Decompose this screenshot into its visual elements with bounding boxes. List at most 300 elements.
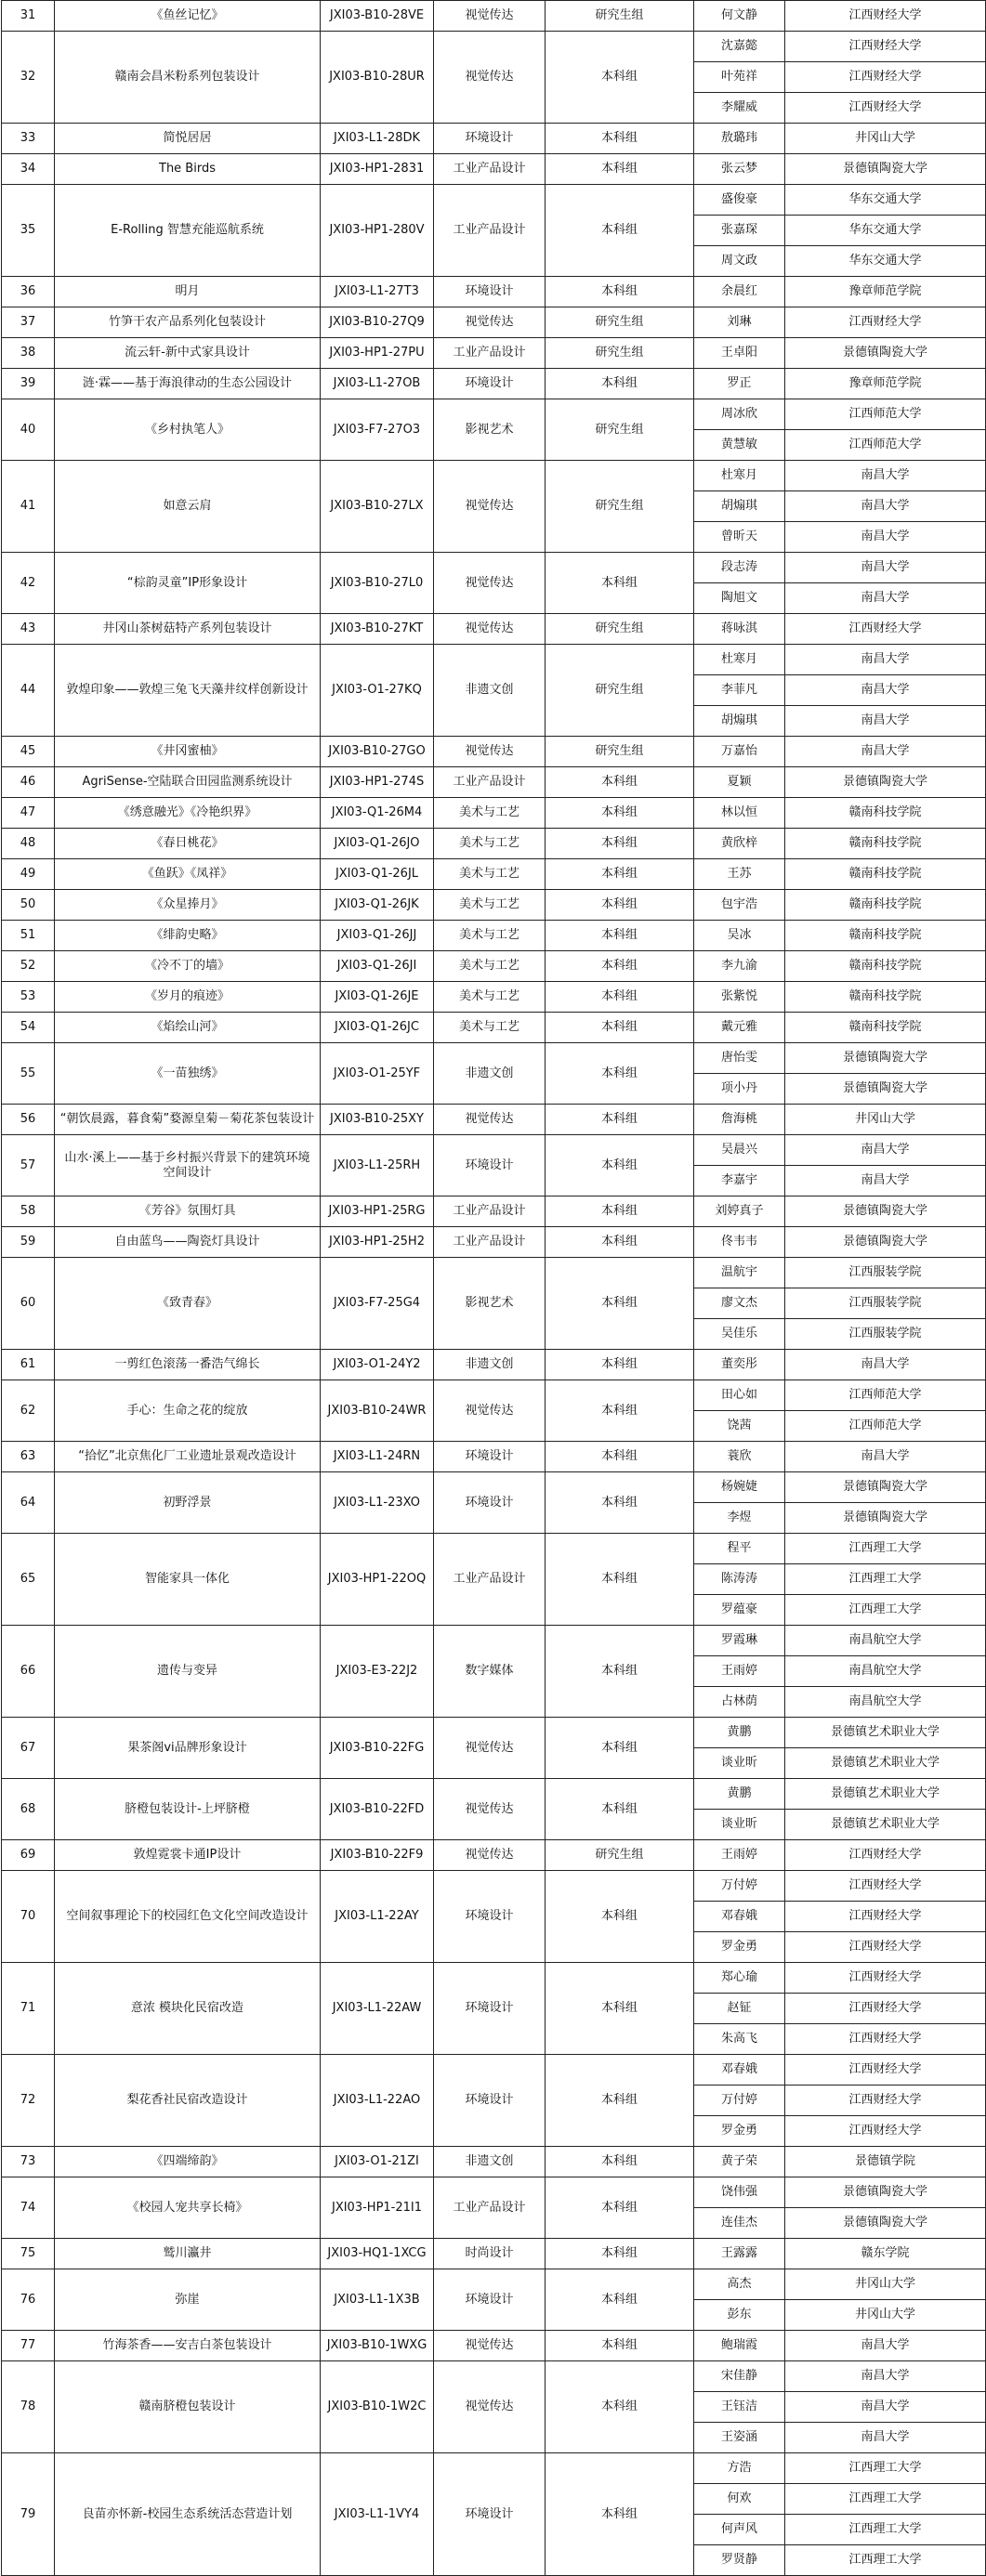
project-title-cell: 良苗亦怀新-校园生态系统活态营造计划 (55, 2453, 321, 2576)
project-code-cell: JXI03-Q1-26M4 (321, 798, 434, 829)
category-cell: 工业产品设计 (434, 154, 546, 185)
school-cell: 江西理工大学 (785, 2453, 986, 2484)
school-cell: 南昌大学 (785, 2331, 986, 2361)
school-cell: 景德镇陶瓷大学 (785, 2208, 986, 2239)
group-cell: 本科组 (546, 767, 694, 798)
member-name-cell: 赵钲 (694, 1994, 785, 2024)
project-title-cell: 《致青春》 (55, 1258, 321, 1350)
member-name-cell: 戴元雅 (694, 1013, 785, 1043)
category-cell: 环境设计 (434, 124, 546, 154)
member-name-cell: 何声风 (694, 2515, 785, 2545)
school-cell: 南昌大学 (785, 1135, 986, 1166)
project-code-cell: JXI03-B10-27KT (321, 614, 434, 645)
school-cell: 景德镇陶瓷大学 (785, 338, 986, 369)
project-title-cell: 竹笋干农产品系列化包装设计 (55, 307, 321, 338)
member-name-cell: 陈涛涛 (694, 1564, 785, 1595)
table-row (2, 124, 986, 154)
category-cell: 工业产品设计 (434, 1227, 546, 1258)
category-cell: 视觉传达 (434, 32, 546, 124)
school-cell: 赣南科技学院 (785, 1013, 986, 1043)
member-name-cell: 胡煽琪 (694, 706, 785, 737)
category-cell: 视觉传达 (434, 307, 546, 338)
project-code-cell: JXI03-Q1-26JI (321, 951, 434, 982)
member-name-cell: 余晨红 (694, 277, 785, 307)
category-cell: 美术与工艺 (434, 921, 546, 951)
category-cell: 美术与工艺 (434, 982, 546, 1013)
project-title-cell: 井冈山茶树菇特产系列包装设计 (55, 614, 321, 645)
school-cell: 赣南科技学院 (785, 798, 986, 829)
school-cell: 赣南科技学院 (785, 951, 986, 982)
project-title-cell: 自由蓝鸟——陶瓷灯具设计 (55, 1227, 321, 1258)
project-title-cell: 梨花香社民宿改造设计 (55, 2055, 321, 2147)
project-code-cell: JXI03-B10-27GO (321, 737, 434, 767)
table-row (2, 890, 986, 921)
school-cell: 江西财经大学 (785, 2116, 986, 2147)
table-row (2, 1013, 986, 1043)
project-code-cell: JXI03-L1-22AO (321, 2055, 434, 2147)
project-title-cell: 赣南脐橙包装设计 (55, 2361, 321, 2453)
project-title-cell: 《春日桃花》 (55, 829, 321, 859)
category-cell: 美术与工艺 (434, 1013, 546, 1043)
table-row (2, 2239, 986, 2269)
group-cell: 研究生组 (546, 645, 694, 737)
project-title-cell: 涟·霖——基于海浪律动的生态公园设计 (55, 369, 321, 399)
member-name-cell: 李耀威 (694, 93, 785, 124)
category-cell: 工业产品设计 (434, 1534, 546, 1626)
row-number-cell: 62 (2, 1380, 55, 1442)
member-name-cell: 占林荫 (694, 1687, 785, 1718)
project-code-cell: JXI03-F7-25G4 (321, 1258, 434, 1350)
school-cell: 江西财经大学 (785, 1871, 986, 1902)
table-row (2, 1227, 986, 1258)
category-cell: 美术与工艺 (434, 859, 546, 890)
category-cell: 视觉传达 (434, 1, 546, 32)
group-cell: 本科组 (546, 1043, 694, 1105)
school-cell: 江西理工大学 (785, 2545, 986, 2576)
project-title-cell: 空间叙事理论下的校园红色文化空间改造设计 (55, 1871, 321, 1963)
school-cell: 赣南科技学院 (785, 982, 986, 1013)
group-cell: 本科组 (546, 2239, 694, 2269)
row-number-cell: 48 (2, 829, 55, 859)
table-row (2, 1626, 986, 1656)
table-row (2, 1380, 986, 1411)
member-name-cell: 宋佳静 (694, 2361, 785, 2392)
project-code-cell: JXI03-B10-22FG (321, 1718, 434, 1779)
category-cell: 工业产品设计 (434, 338, 546, 369)
table-row (2, 1472, 986, 1503)
member-name-cell: 董奕彤 (694, 1350, 785, 1380)
member-name-cell: 佟韦韦 (694, 1227, 785, 1258)
table-row (2, 154, 986, 185)
school-cell: 华东交通大学 (785, 185, 986, 216)
project-code-cell: JXI03-Q1-26JE (321, 982, 434, 1013)
category-cell: 美术与工艺 (434, 798, 546, 829)
table-row (2, 2177, 986, 2208)
table-row (2, 307, 986, 338)
category-cell: 工业产品设计 (434, 185, 546, 277)
category-cell: 数字媒体 (434, 1626, 546, 1718)
row-number-cell: 69 (2, 1840, 55, 1871)
results-table (1, 0, 986, 2576)
category-cell: 美术与工艺 (434, 951, 546, 982)
school-cell: 赣南科技学院 (785, 890, 986, 921)
member-name-cell: 谈业昕 (694, 1810, 785, 1840)
project-title-cell: 脐橙包装设计-上坪脐橙 (55, 1779, 321, 1840)
member-name-cell: 王雨婷 (694, 1840, 785, 1871)
school-cell: 景德镇陶瓷大学 (785, 767, 986, 798)
member-name-cell: 饶伟强 (694, 2177, 785, 2208)
row-number-cell: 38 (2, 338, 55, 369)
category-cell: 视觉传达 (434, 1105, 546, 1135)
row-number-cell: 41 (2, 461, 55, 553)
school-cell: 景德镇艺术职业大学 (785, 1718, 986, 1748)
member-name-cell: 黄鹏 (694, 1718, 785, 1748)
member-name-cell: 王苏 (694, 859, 785, 890)
table-row (2, 1043, 986, 1074)
school-cell: 南昌大学 (785, 583, 986, 614)
project-code-cell: JXI03-B10-28VE (321, 1, 434, 32)
member-name-cell: 郑心瑜 (694, 1963, 785, 1994)
row-number-cell: 44 (2, 645, 55, 737)
school-cell: 赣南科技学院 (785, 921, 986, 951)
school-cell: 南昌大学 (785, 1166, 986, 1196)
member-name-cell: 谈业昕 (694, 1748, 785, 1779)
member-name-cell: 詹海桃 (694, 1105, 785, 1135)
school-cell: 江西师范大学 (785, 430, 986, 461)
project-code-cell: JXI03-Q1-26JJ (321, 921, 434, 951)
row-number-cell: 74 (2, 2177, 55, 2239)
school-cell: 豫章师范学院 (785, 369, 986, 399)
table-row (2, 982, 986, 1013)
category-cell: 环境设计 (434, 1442, 546, 1472)
group-cell: 本科组 (546, 859, 694, 890)
project-code-cell: JXI03-HP1-280V (321, 185, 434, 277)
school-cell: 豫章师范学院 (785, 277, 986, 307)
member-name-cell: 杨婉婕 (694, 1472, 785, 1503)
table-row (2, 798, 986, 829)
member-name-cell: 万嘉怡 (694, 737, 785, 767)
table-row (2, 2147, 986, 2177)
member-name-cell: 吴冰 (694, 921, 785, 951)
row-number-cell: 32 (2, 32, 55, 124)
category-cell: 时尚设计 (434, 2239, 546, 2269)
row-number-cell: 61 (2, 1350, 55, 1380)
member-name-cell: 杜寒月 (694, 461, 785, 491)
project-title-cell: 山水·溪上——基于乡村振兴背景下的建筑环境空间设计 (55, 1135, 321, 1196)
school-cell: 南昌大学 (785, 737, 986, 767)
project-title-cell: The Birds (55, 154, 321, 185)
school-cell: 江西财经大学 (785, 307, 986, 338)
project-title-cell: “拾忆”北京焦化厂工业遗址景观改造设计 (55, 1442, 321, 1472)
row-number-cell: 71 (2, 1963, 55, 2055)
school-cell: 江西理工大学 (785, 1564, 986, 1595)
group-cell: 本科组 (546, 369, 694, 399)
project-code-cell: JXI03-B10-25XY (321, 1105, 434, 1135)
school-cell: 井冈山大学 (785, 2300, 986, 2331)
project-title-cell: 明月 (55, 277, 321, 307)
table-row (2, 645, 986, 675)
row-number-cell: 34 (2, 154, 55, 185)
category-cell: 非遗文创 (434, 645, 546, 737)
project-title-cell: 《井冈蜜柚》 (55, 737, 321, 767)
project-code-cell: JXI03-B10-22F9 (321, 1840, 434, 1871)
project-code-cell: JXI03-HP1-274S (321, 767, 434, 798)
project-code-cell: JXI03-B10-24WR (321, 1380, 434, 1442)
member-name-cell: 罗蕴豪 (694, 1595, 785, 1626)
project-code-cell: JXI03-Q1-26JK (321, 890, 434, 921)
group-cell: 本科组 (546, 1871, 694, 1963)
table-row (2, 1442, 986, 1472)
group-cell: 本科组 (546, 2055, 694, 2147)
group-cell: 本科组 (546, 1135, 694, 1196)
row-number-cell: 53 (2, 982, 55, 1013)
row-number-cell: 54 (2, 1013, 55, 1043)
group-cell: 本科组 (546, 1718, 694, 1779)
member-name-cell: 杜寒月 (694, 645, 785, 675)
table-row (2, 1, 986, 32)
school-cell: 井冈山大学 (785, 124, 986, 154)
project-title-cell: 《岁月的痕迹》 (55, 982, 321, 1013)
member-name-cell: 刘琳 (694, 307, 785, 338)
group-cell: 本科组 (546, 798, 694, 829)
category-cell: 视觉传达 (434, 1840, 546, 1871)
group-cell: 本科组 (546, 1013, 694, 1043)
member-name-cell: 罗霞琳 (694, 1626, 785, 1656)
category-cell: 视觉传达 (434, 1779, 546, 1840)
project-title-cell: 果茶阁vi品牌形象设计 (55, 1718, 321, 1779)
table-row (2, 1350, 986, 1380)
school-cell: 景德镇学院 (785, 2147, 986, 2177)
project-title-cell: 智能家具一体化 (55, 1534, 321, 1626)
school-cell: 江西理工大学 (785, 2515, 986, 2545)
project-code-cell: JXI03-O1-24Y2 (321, 1350, 434, 1380)
project-title-cell: 如意云肩 (55, 461, 321, 553)
school-cell: 南昌航空大学 (785, 1626, 986, 1656)
school-cell: 南昌大学 (785, 522, 986, 553)
school-cell: 南昌航空大学 (785, 1687, 986, 1718)
category-cell: 环境设计 (434, 2453, 546, 2576)
school-cell: 南昌大学 (785, 706, 986, 737)
member-name-cell: 方浩 (694, 2453, 785, 2484)
group-cell: 本科组 (546, 890, 694, 921)
member-name-cell: 温航宇 (694, 1258, 785, 1288)
school-cell: 江西师范大学 (785, 399, 986, 430)
project-code-cell: JXI03-B10-1W2C (321, 2361, 434, 2453)
school-cell: 景德镇陶瓷大学 (785, 1472, 986, 1503)
project-title-cell: 《校园人宠共享长椅》 (55, 2177, 321, 2239)
school-cell: 江西师范大学 (785, 1380, 986, 1411)
table-row (2, 859, 986, 890)
project-code-cell: JXI03-B10-22FD (321, 1779, 434, 1840)
member-name-cell: 张嘉琛 (694, 216, 785, 246)
school-cell: 江西财经大学 (785, 1963, 986, 1994)
row-number-cell: 65 (2, 1534, 55, 1626)
row-number-cell: 50 (2, 890, 55, 921)
school-cell: 景德镇艺术职业大学 (785, 1748, 986, 1779)
school-cell: 江西财经大学 (785, 1840, 986, 1871)
project-code-cell: JXI03-L1-25RH (321, 1135, 434, 1196)
school-cell: 南昌大学 (785, 461, 986, 491)
category-cell: 环境设计 (434, 369, 546, 399)
category-cell: 非遗文创 (434, 1043, 546, 1105)
category-cell: 视觉传达 (434, 553, 546, 614)
school-cell: 井冈山大学 (785, 2269, 986, 2300)
row-number-cell: 78 (2, 2361, 55, 2453)
member-name-cell: 陶旭文 (694, 583, 785, 614)
project-title-cell: “棕韵灵童”IP形象设计 (55, 553, 321, 614)
group-cell: 本科组 (546, 1196, 694, 1227)
project-title-cell: 初野浮景 (55, 1472, 321, 1534)
member-name-cell: 罗金勇 (694, 2116, 785, 2147)
member-name-cell: 周文政 (694, 246, 785, 277)
school-cell: 景德镇艺术职业大学 (785, 1779, 986, 1810)
group-cell: 本科组 (546, 1626, 694, 1718)
category-cell: 环境设计 (434, 2055, 546, 2147)
member-name-cell: 夏颖 (694, 767, 785, 798)
group-cell: 研究生组 (546, 614, 694, 645)
project-code-cell: JXI03-L1-22AY (321, 1871, 434, 1963)
school-cell: 江西财经大学 (785, 614, 986, 645)
school-cell: 赣南科技学院 (785, 829, 986, 859)
row-number-cell: 66 (2, 1626, 55, 1718)
member-name-cell: 刘婷真子 (694, 1196, 785, 1227)
member-name-cell: 何欢 (694, 2484, 785, 2515)
member-name-cell: 朱高飞 (694, 2024, 785, 2055)
school-cell: 江西理工大学 (785, 1534, 986, 1564)
table-row (2, 951, 986, 982)
row-number-cell: 64 (2, 1472, 55, 1534)
project-title-cell: 流云轩-新中式家具设计 (55, 338, 321, 369)
row-number-cell: 75 (2, 2239, 55, 2269)
project-title-cell: 《绯韵史略》 (55, 921, 321, 951)
member-name-cell: 程平 (694, 1534, 785, 1564)
project-code-cell: JXI03-Q1-26JO (321, 829, 434, 859)
school-cell: 景德镇陶瓷大学 (785, 1503, 986, 1534)
member-name-cell: 王钰洁 (694, 2392, 785, 2423)
category-cell: 视觉传达 (434, 1380, 546, 1442)
member-name-cell: 鲍瑞霞 (694, 2331, 785, 2361)
project-code-cell: JXI03-B10-27Q9 (321, 307, 434, 338)
school-cell: 江西财经大学 (785, 32, 986, 62)
category-cell: 影视艺术 (434, 399, 546, 461)
school-cell: 江西财经大学 (785, 2086, 986, 2116)
row-number-cell: 47 (2, 798, 55, 829)
group-cell: 研究生组 (546, 307, 694, 338)
school-cell: 华东交通大学 (785, 246, 986, 277)
member-name-cell: 黄慧敏 (694, 430, 785, 461)
table-row (2, 2331, 986, 2361)
school-cell: 赣南科技学院 (785, 859, 986, 890)
member-name-cell: 张紫悦 (694, 982, 785, 1013)
project-code-cell: JXI03-L1-27T3 (321, 277, 434, 307)
project-code-cell: JXI03-HP1-22OQ (321, 1534, 434, 1626)
member-name-cell: 黄欣梓 (694, 829, 785, 859)
school-cell: 景德镇陶瓷大学 (785, 1196, 986, 1227)
member-name-cell: 王卓阳 (694, 338, 785, 369)
row-number-cell: 73 (2, 2147, 55, 2177)
row-number-cell: 49 (2, 859, 55, 890)
table-row (2, 338, 986, 369)
group-cell: 本科组 (546, 1442, 694, 1472)
school-cell: 江西财经大学 (785, 1994, 986, 2024)
table-row (2, 767, 986, 798)
member-name-cell: 叶苑祥 (694, 62, 785, 93)
school-cell: 景德镇陶瓷大学 (785, 1043, 986, 1074)
table-row (2, 1779, 986, 1810)
project-title-cell: 《冷不丁的墙》 (55, 951, 321, 982)
row-number-cell: 42 (2, 553, 55, 614)
group-cell: 本科组 (546, 277, 694, 307)
school-cell: 南昌大学 (785, 1442, 986, 1472)
project-code-cell: JXI03-B10-28UR (321, 32, 434, 124)
school-cell: 赣东学院 (785, 2239, 986, 2269)
school-cell: 江西理工大学 (785, 2484, 986, 2515)
project-title-cell: 弥崖 (55, 2269, 321, 2331)
project-code-cell: JXI03-E3-22J2 (321, 1626, 434, 1718)
project-title-cell: 《鱼丝记忆》 (55, 1, 321, 32)
member-name-cell: 黄子荣 (694, 2147, 785, 2177)
member-name-cell: 蓑欣 (694, 1442, 785, 1472)
project-title-cell: 《焰绘山河》 (55, 1013, 321, 1043)
school-cell: 南昌大学 (785, 645, 986, 675)
member-name-cell: 包宇浩 (694, 890, 785, 921)
project-title-cell: 遗传与变异 (55, 1626, 321, 1718)
school-cell: 景德镇艺术职业大学 (785, 1810, 986, 1840)
project-code-cell: JXI03-O1-21ZI (321, 2147, 434, 2177)
row-number-cell: 36 (2, 277, 55, 307)
table-row (2, 2055, 986, 2086)
project-code-cell: JXI03-B10-27LX (321, 461, 434, 553)
row-number-cell: 56 (2, 1105, 55, 1135)
group-cell: 本科组 (546, 1472, 694, 1534)
project-code-cell: JXI03-HP1-21I1 (321, 2177, 434, 2239)
group-cell: 研究生组 (546, 1840, 694, 1871)
project-title-cell: “朝饮晨露，暮食菊”婺源皇菊－菊花茶包装设计 (55, 1105, 321, 1135)
member-name-cell: 罗金勇 (694, 1932, 785, 1963)
project-title-cell: 一剪红色滚荡一番浩气绵长 (55, 1350, 321, 1380)
table-row (2, 1718, 986, 1748)
school-cell: 南昌航空大学 (785, 1656, 986, 1687)
member-name-cell: 王姿涵 (694, 2423, 785, 2453)
project-title-cell: 《芳谷》氛围灯具 (55, 1196, 321, 1227)
member-name-cell: 彭东 (694, 2300, 785, 2331)
school-cell: 南昌大学 (785, 491, 986, 522)
table-row (2, 2361, 986, 2392)
row-number-cell: 76 (2, 2269, 55, 2331)
table-row (2, 553, 986, 583)
table-row (2, 829, 986, 859)
school-cell: 江西财经大学 (785, 2055, 986, 2086)
category-cell: 影视艺术 (434, 1258, 546, 1350)
row-number-cell: 67 (2, 1718, 55, 1779)
row-number-cell: 68 (2, 1779, 55, 1840)
table-row (2, 369, 986, 399)
row-number-cell: 70 (2, 1871, 55, 1963)
member-name-cell: 敖璐玮 (694, 124, 785, 154)
category-cell: 视觉传达 (434, 737, 546, 767)
member-name-cell: 李九渝 (694, 951, 785, 982)
school-cell: 江西财经大学 (785, 62, 986, 93)
project-code-cell: JXI03-O1-25YF (321, 1043, 434, 1105)
school-cell: 华东交通大学 (785, 216, 986, 246)
row-number-cell: 51 (2, 921, 55, 951)
table-row (2, 185, 986, 216)
table-row (2, 1258, 986, 1288)
school-cell: 南昌大学 (785, 2361, 986, 2392)
category-cell: 视觉传达 (434, 2361, 546, 2453)
school-cell: 景德镇陶瓷大学 (785, 1074, 986, 1105)
member-name-cell: 黄鹏 (694, 1779, 785, 1810)
